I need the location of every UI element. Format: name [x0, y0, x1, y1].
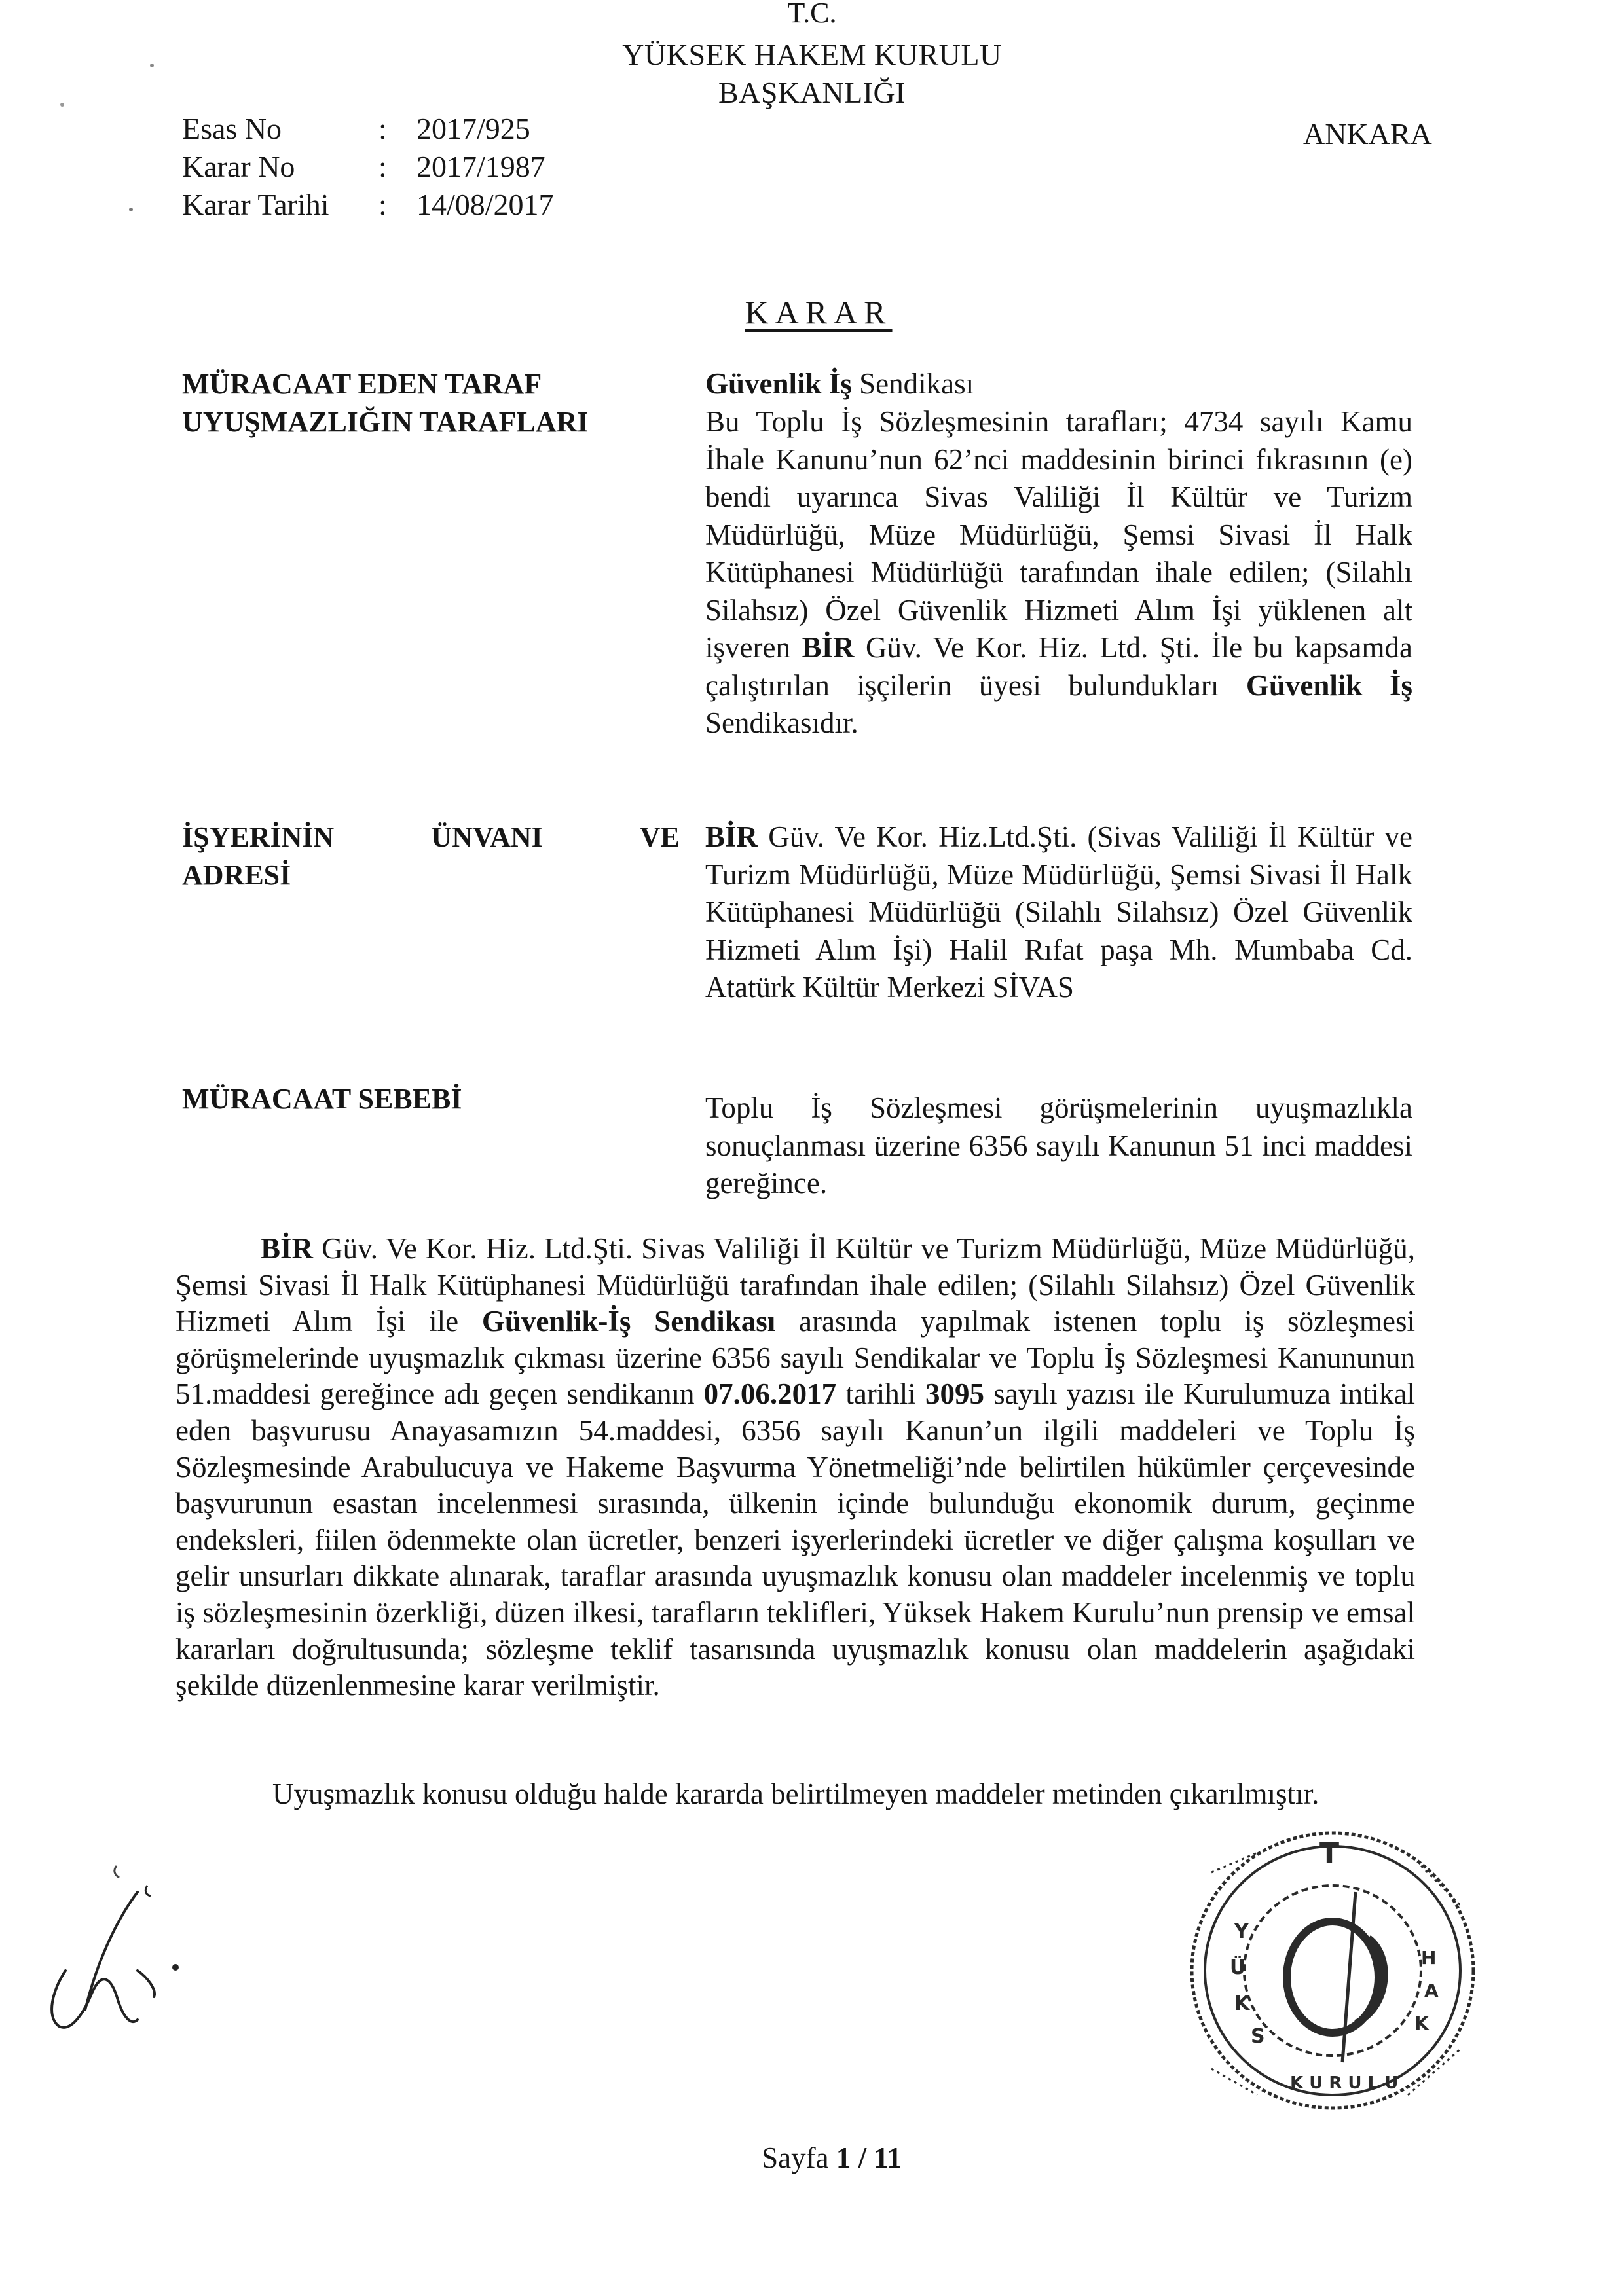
- p1-text-4: sayılı yazısı ile Kurulumuza intikal eden başvurusu Anayasamızın 54.maddesi, 6356 sayılı Kanun’un ilgili maddeleri ve Toplu İş Sözleşmesinde Arabulucuya ve Hakeme Başvurma Yönetmeliği’nde belirtilen hükümler çerçevesinde başvurunun esastan incelenmesi sırasında, ülkenin içinde bulunduğu ekonomik durum, geçinme endeksleri, fiilen ödenmekte olan ücretler, benzeri işyerlerindeki ücretler ve diğer çalışma koşulları ve gelir unsurları dikkate alınarak, taraflar arasında uyuşmazlık konusu olan maddeler incelenmiş ve toplu iş sözleşmesinin özerkliği, düzen ilkesi, tarafların teklifleri, Yüksek Hakem Kurulu’nun prensip ve emsal kararları doğrultusunda; sözleşme teklif tasarısında uyuşmazlık konusu olan maddelerin aşağıdaki şekilde düzenlenmesine karar verilmiştir.: [175, 1377, 1416, 1702]
- p1-bold-4: 3095: [925, 1377, 984, 1411]
- isyeri-label: [182, 818, 680, 894]
- muracaat-eden-label: MÜRACAAT EDEN TARAF: [182, 368, 542, 400]
- svg-text:S: S: [1251, 2025, 1265, 2048]
- official-seal-stamp: [1172, 1813, 1493, 2128]
- main-paragraph: [175, 1231, 1415, 1704]
- esas-label: Esas No: [182, 112, 282, 145]
- isyeri-label-line2: ADRESİ: [182, 859, 291, 891]
- sebep-text: Toplu İş Sözleşmesi görüşmelerinin uyuşmazlıkla sonuçlanması üzerine 6356 sayılı Kanunun 51 inci maddesi gereğince.: [705, 1091, 1412, 1199]
- muracaat-eden-rest: Sendikası: [851, 367, 974, 400]
- taraflar-bold-2: Güvenlik İş: [1246, 668, 1412, 702]
- karar-tarihi-colon: :: [378, 188, 387, 221]
- page-separator: /: [851, 2141, 874, 2174]
- p1-bold-3: 07.06.2017: [703, 1377, 837, 1411]
- taraflar-text-1: Bu Toplu İş Sözleşmesinin tarafları; 4734 sayılı Kamu İhale Kanunu’nun 62’nci maddesinin birinci fıkrasının (e) bendi uyarınca Sivas Valiliği İl Kültür ve Turizm Müdürlüğü, Müze Müdürlüğü, Şemsi Sivasi İl Halk Kütüphanesi Müdürlüğü tarafından ihale edilen; (Silahlı Silahsız) Özel Güvenlik Hizmeti Alım İşi yüklenen alt işveren: [705, 405, 1412, 664]
- city-label: ANKARA: [1303, 117, 1432, 151]
- karar-tarihi-value: 14/08/2017: [416, 188, 554, 221]
- page-total: 11: [874, 2141, 902, 2174]
- p1-text-3: tarihli: [836, 1377, 925, 1411]
- header-tc: T.C.: [787, 0, 837, 29]
- isyeri-bold: BİR: [705, 820, 758, 853]
- svg-text:K: K: [1234, 1992, 1250, 2015]
- karar-no-colon: :: [378, 150, 387, 183]
- isyeri-label-line1: [182, 818, 680, 856]
- p1-text-1: Güv. Ve Kor. Hiz. Ltd.Şti. Sivas Valiliği İl Kültür ve Turizm Müdürlüğü, Müze Müdürlüğü, Şemsi Sivasi İl Halk Kütüphanesi Müdürlüğü tarafından ihale edilen; (Silahlı Silahsız) Özel Güvenlik Hizmeti Alım İşi ile: [175, 1232, 1415, 1338]
- isyeri-label-word3: VE: [639, 821, 680, 853]
- muracaat-eden-value: [705, 365, 1412, 403]
- p1-bold-2: Güvenlik-İş Sendikası: [481, 1305, 776, 1338]
- page-number: [733, 2141, 930, 2175]
- page-prefix: Sayfa: [762, 2141, 836, 2174]
- svg-text:K: K: [1414, 2013, 1429, 2034]
- esas-colon: :: [378, 112, 387, 145]
- p1-bold-1: BİR: [261, 1232, 314, 1265]
- taraflar-text: [705, 403, 1412, 742]
- taraflar-text-2: Güv. Ve Kor. Hiz. Ltd. Şti. İle bu kapsamda çalıştırılan işçilerin üyesi bulundukları: [705, 631, 1412, 702]
- document-heading: KARAR: [745, 294, 893, 331]
- isyeri-text: [705, 818, 1412, 1007]
- karar-no-row: [182, 148, 554, 186]
- isyeri-label-word1: İŞYERİNİN: [182, 821, 335, 853]
- svg-text:A: A: [1424, 1980, 1439, 2001]
- muracaat-eden-bold: Güvenlik İş: [705, 367, 852, 400]
- p1-text-2: arasında yapılmak istenen toplu iş sözleşmesi görüşmelerinde uyuşmazlık çıkması üzerine 6356 sayılı Sendikalar ve Toplu İş Sözleşmesi Kanununun 51.maddesi gereğince adı geçen sendikanın: [175, 1305, 1415, 1411]
- karar-no-value: 2017/1987: [416, 150, 545, 183]
- institution-title-line1: YÜKSEK HAKEM KURULU: [622, 38, 1002, 71]
- svg-text:Y: Y: [1234, 1920, 1249, 1943]
- page-current: 1: [836, 2141, 851, 2174]
- institution-title: [570, 36, 1054, 112]
- institution-title-line2: BAŞKANLIĞI: [718, 76, 906, 109]
- svg-text:K U R U L U: K U R U L U: [1290, 2073, 1399, 2093]
- karar-tarihi-row: [182, 186, 554, 224]
- svg-text:H: H: [1421, 1947, 1437, 1969]
- karar-tarihi-label: Karar Tarihi: [182, 188, 329, 221]
- esas-value: 2017/925: [416, 112, 530, 145]
- svg-text:Ü: Ü: [1230, 1956, 1246, 1979]
- p2-text: Uyuşmazlık konusu olduğu halde kararda belirtilmeyen maddeler metinden çıkarılmıştır.: [272, 1777, 1320, 1810]
- isyeri-label-word2: ÜNVANI: [431, 821, 543, 853]
- signature-mark: [39, 1879, 190, 2036]
- svg-text:T: T: [1320, 1836, 1340, 1870]
- isyeri-text-body: Güv. Ve Kor. Hiz.Ltd.Şti. (Sivas Valiliği İl Kültür ve Turizm Müdürlüğü, Müze Müdürlüğü, Şemsi Sivasi İl Halk Kütüphanesi Müdürlüğü (Silahlı Silahsız) Özel Güvenlik Hizmeti Alım İşi) Halil Rıfat paşa Mh. Mumbaba Cd. Atatürk Kültür Merkezi SİVAS: [705, 820, 1412, 1004]
- second-paragraph: [175, 1776, 1415, 1813]
- taraflar-label: UYUŞMAZLIĞIN TARAFLARI: [182, 406, 589, 438]
- esas-row: [182, 110, 554, 148]
- taraflar-text-3: Sendikasıdır.: [705, 706, 858, 739]
- sebep-label: MÜRACAAT SEBEBİ: [182, 1083, 462, 1115]
- taraflar-bold-1: BİR: [802, 631, 855, 664]
- karar-no-label: Karar No: [182, 150, 295, 183]
- case-meta: [182, 110, 554, 224]
